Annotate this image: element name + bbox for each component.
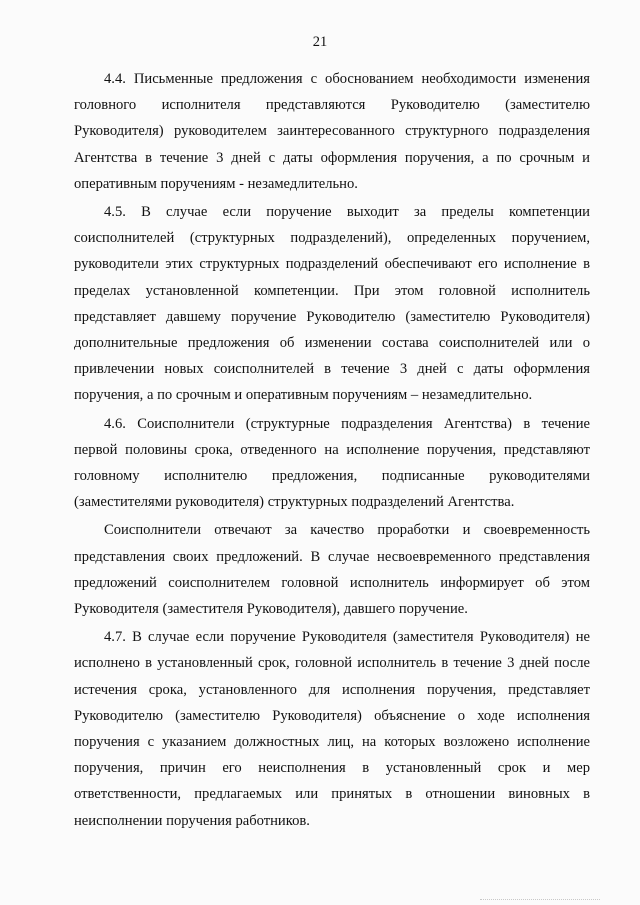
paragraph-4-6: 4.6. Соисполнители (структурные подразделения Агентства) в течение первой половины срока, отведенного на исполнение поручения, представляют головному исполнителю предложения, подписанные руководителями (заместителями руководителя) структурных подразделений Агентства. — [74, 415, 590, 511]
scan-edge-mark — [480, 899, 600, 901]
page-number: 21 — [312, 34, 328, 50]
document-body — [74, 66, 590, 834]
paragraph-4-5: 4.5. В случае если поручение выходит за пределы компетенции соисполнителей (структурных подразделений), определенных поручением, руководители этих структурных подразделений обеспечивают его исполнение в пределах установленной компетенции. При этом головной исполнитель представляет давшему поручение Руководителю (заместителю Руководителя) дополнительные предложения об изменении состава соисполнителей или о привлечении новых соисполнителей в течение 3 дней с даты оформления поручения, а по срочным и оперативным поручениям – незамедлительно. — [74, 204, 590, 404]
paragraph-4-4: 4.4. Письменные предложения с обоснованием необходимости изменения головного исполнителя представляются Руководителю (заместителю Руководителя) руководителем заинтересованного структурного подразделения Агентства в течение 3 дней с даты оформления поручения, а по срочным и оперативным поручениям - незамедлительно. — [74, 71, 590, 192]
paragraph-4-7: 4.7. В случае если поручение Руководителя (заместителя Руководителя) не исполнено в установленный срок, головной исполнитель в течение 3 дней после истечения срока, установленного для исполнения поручения, представляет Руководителю (заместителю Руководителя) объяснение о ходе исполнения поручения с указанием должностных лиц, на которых возложено исполнение поручения, причин его неисполнения в установленный срок и мер ответственности, предлагаемых или принятых в отношении виновных в неисполнении поручения работников. — [74, 629, 590, 829]
paragraph-coexecutors-responsibility: Соисполнители отвечают за качество проработки и своевременность представления своих предложений. В случае несвоевременного представления предложений соисполнителем головной исполнитель информирует об этом Руководителя (заместителя Руководителя), давшего поручение. — [74, 522, 590, 618]
